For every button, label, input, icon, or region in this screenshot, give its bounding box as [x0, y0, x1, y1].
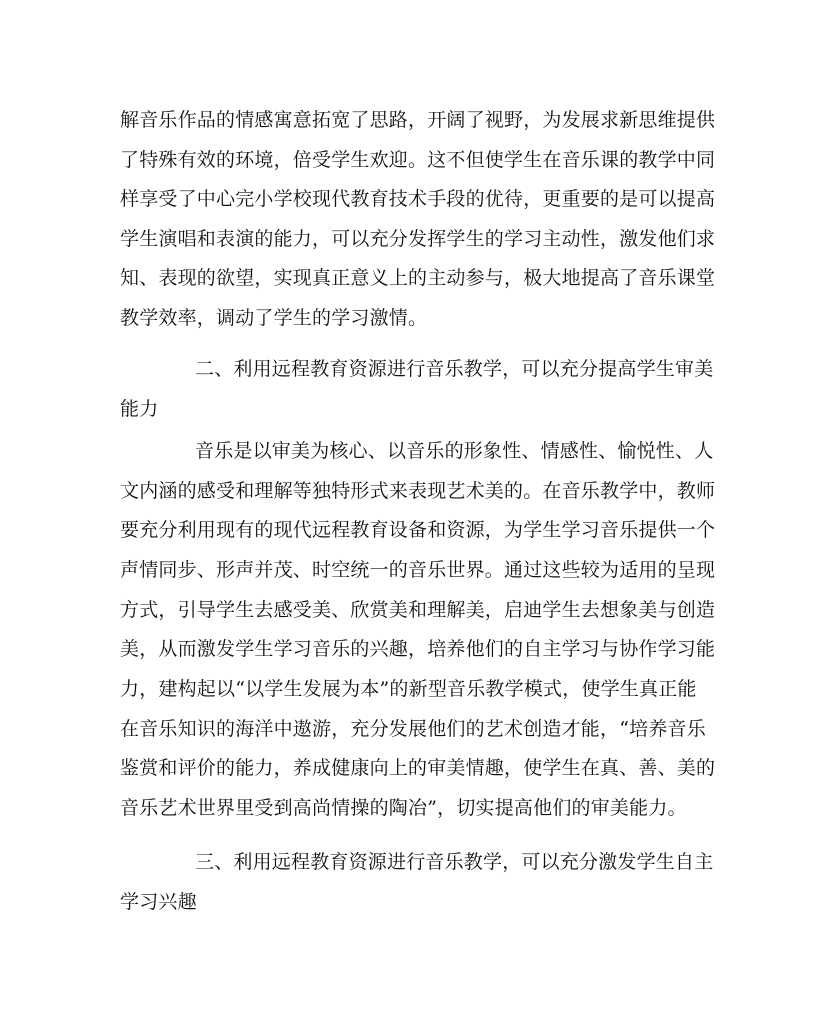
paragraph-2-line-1: 音乐是以审美为核心、以音乐的形象性、情感性、愉悦性、人 [195, 440, 714, 462]
section-2-heading-line-2: 能力 [120, 398, 159, 420]
paragraph-2-line-8: 在音乐知识的海洋中遨游，充分发展他们的艺术创造才能，“培养音乐 [120, 718, 706, 740]
paragraph-2-line-4: 声情同步、形声并茂、时空统一的音乐世界。通过这些较为适用的呈现 [120, 559, 716, 581]
paragraph-2-line-3: 要充分利用现有的现代远程教育设备和资源，为学生学习音乐提供一个 [120, 519, 716, 541]
paragraph-1-line-4: 学生演唱和表演的能力，可以充分发挥学生的学习主动性，激发他们求 [120, 228, 716, 250]
paragraph-1-line-6: 教学效率，调动了学生的学习激情。 [120, 307, 428, 329]
paragraph-1-line-5: 知、表现的欲望，实现真正意义上的主动参与，极大地提高了音乐课堂 [120, 267, 716, 289]
section-2-heading-line-1: 二、利用远程教育资源进行音乐教学，可以充分提高学生审美 [195, 358, 714, 380]
paragraph-1-line-1: 解音乐作品的情感寓意拓宽了思路，开阔了视野，为发展求新思维提供 [120, 109, 716, 131]
section-3-heading-line-1: 三、利用远程教育资源进行音乐教学，可以充分激发学生自主 [195, 851, 714, 873]
section-3-heading-line-2: 学习兴趣 [120, 891, 197, 913]
paragraph-2-line-9: 鉴赏和评价的能力，养成健康向上的审美情趣，使学生在真、善、美的 [120, 757, 716, 779]
paragraph-2-line-10: 音乐艺术世界里受到高尚情操的陶冶”，切实提高他们的审美能力。 [120, 797, 687, 819]
paragraph-2-line-6: 美，从而激发学生学习音乐的兴趣，培养他们的自主学习与协作学习能 [120, 638, 716, 660]
paragraph-2-line-7: 力，建构起以“以学生发展为本”的新型音乐教学模式，使学生真正能 [120, 678, 697, 700]
paragraph-1-line-3: 样享受了中心完小学校现代教育技术手段的优待，更重要的是可以提高 [120, 188, 716, 210]
paragraph-2-line-5: 方式，引导学生去感受美、欣赏美和理解美，启迪学生去想象美与创造 [120, 599, 716, 621]
paragraph-1-line-2: 了特殊有效的环境，倍受学生欢迎。这不但使学生在音乐课的教学中同 [120, 149, 716, 171]
paragraph-2-line-2: 文内涵的感受和理解等独特形式来表现艺术美的。在音乐教学中，教师 [120, 480, 716, 502]
